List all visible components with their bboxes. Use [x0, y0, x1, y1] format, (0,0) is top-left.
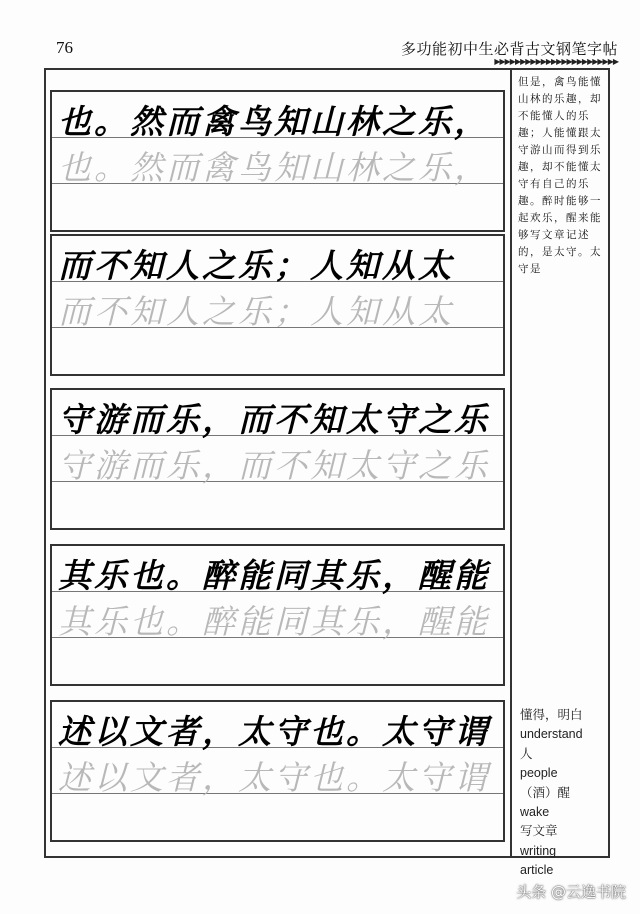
blank-row — [52, 328, 503, 374]
practice-block — [50, 388, 505, 530]
sidebar — [510, 70, 606, 878]
practice-block — [50, 234, 505, 376]
model-text: 述以文者，太守也。太守谓 — [58, 712, 490, 751]
trace-text: 述以文者，太守也。太守谓 — [58, 758, 490, 797]
watermark: 头条 @云逸书院 — [516, 883, 626, 901]
model-row — [52, 702, 503, 751]
blank-row — [52, 482, 503, 528]
model-row — [52, 546, 503, 595]
model-row — [52, 390, 503, 439]
model-text: 而不知人之乐；人知从太 — [58, 246, 454, 285]
trace-text: 守游而乐，而不知太守之乐 — [58, 446, 490, 485]
gloss-item: wake — [520, 805, 550, 820]
gloss-item: writing — [520, 843, 557, 858]
model-row — [52, 236, 503, 285]
practice-block — [50, 700, 505, 842]
blank-row — [52, 638, 503, 684]
practice-block — [50, 90, 505, 232]
trace-row — [52, 282, 503, 331]
practice-block — [50, 544, 505, 686]
gloss-item: understand — [520, 727, 583, 742]
model-text: 其乐也。醉能同其乐，醒能 — [58, 556, 490, 595]
model-text: 守游而乐，而不知太守之乐 — [58, 400, 490, 439]
gloss-item: （酒）醒 — [520, 785, 571, 800]
trace-text: 也。然而禽鸟知山林之乐， — [58, 148, 490, 187]
blank-row — [52, 794, 503, 840]
blank-row — [52, 184, 503, 230]
model-row — [52, 92, 503, 141]
trace-row — [52, 138, 503, 187]
gloss-item: 人 — [520, 746, 533, 761]
gloss-item: article — [520, 863, 554, 878]
trace-row — [52, 592, 503, 641]
model-text: 也。然而禽鸟知山林之乐， — [58, 102, 490, 141]
translation-text: 但是，禽鸟能懂山林的乐趣，却不能懂人的乐趣；人能懂跟太守游山而得到乐趣，却不能懂太守有自己的乐趣。醉时能够一起欢乐，醒来能够写文章记述的，是太守。太守是 — [518, 76, 602, 275]
book-title: 多功能初中生必背古文钢笔字帖 — [400, 40, 618, 58]
gloss-item: 写文章 — [520, 824, 558, 839]
gloss-item: 懂得，明白 — [520, 708, 583, 722]
trace-text: 而不知人之乐；人知从太 — [58, 292, 454, 331]
trace-row — [52, 748, 503, 797]
trace-text: 其乐也。醉能同其乐，醒能 — [58, 602, 490, 641]
gloss-item: people — [520, 766, 558, 781]
page-number: 76 — [56, 38, 73, 57]
glossary — [520, 706, 583, 881]
trace-row — [52, 436, 503, 485]
arrow-ornament: ▶▶▶▶▶▶▶▶▶▶▶▶▶▶▶▶▶▶▶▶▶▶▶▶ — [494, 57, 618, 66]
